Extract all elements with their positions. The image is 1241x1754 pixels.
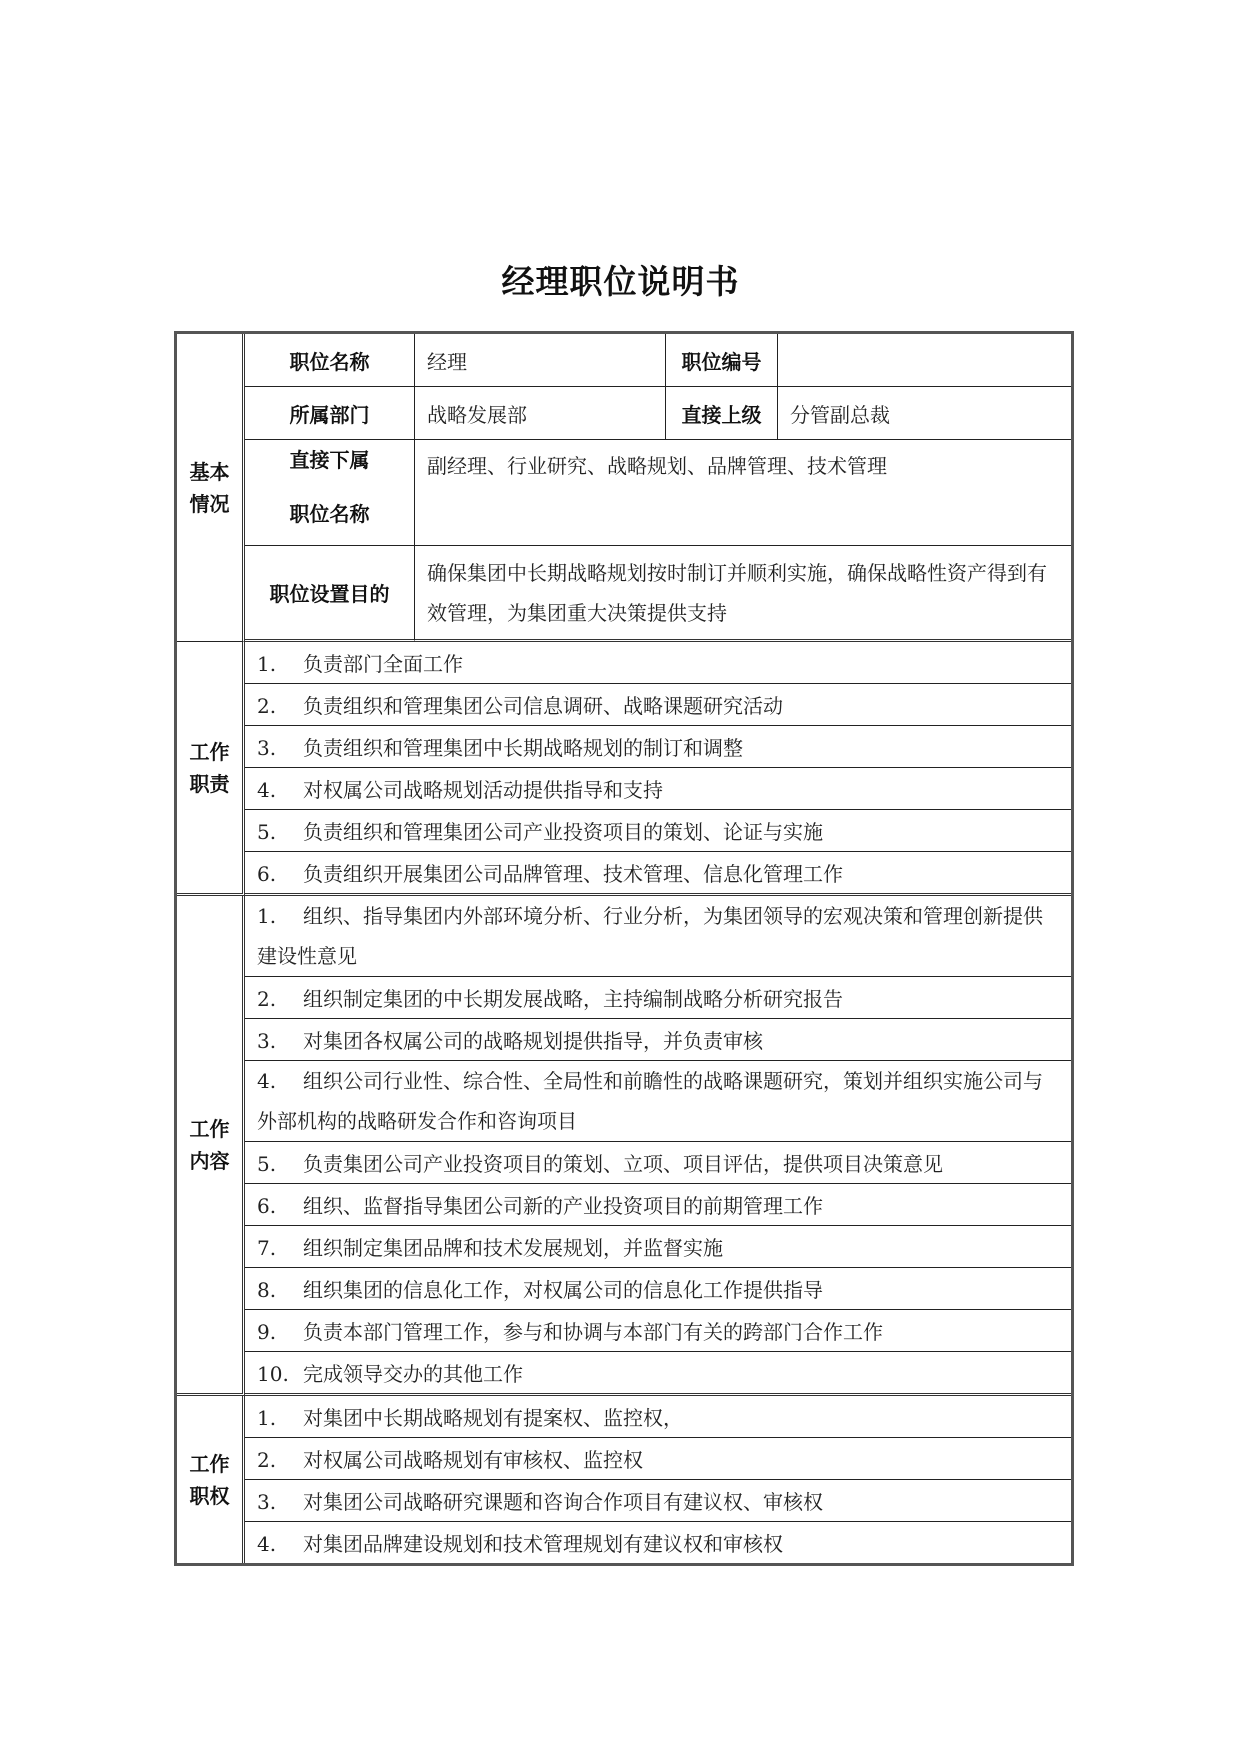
list-item: 7. 组织制定集团品牌和技术发展规划，并监督实施 xyxy=(245,1226,1071,1268)
list-item: 6. 组织、监督指导集团公司新的产业投资项目的前期管理工作 xyxy=(245,1184,1071,1226)
list-item: 2. 组织制定集团的中长期发展战略，主持编制战略分析研究报告 xyxy=(245,977,1071,1019)
subordinates-value: 副经理、行业研究、战略规划、品牌管理、技术管理 xyxy=(415,440,1071,546)
list-item: 6. 负责组织开展集团公司品牌管理、技术管理、信息化管理工作 xyxy=(245,852,1071,896)
department-label: 所属部门 xyxy=(245,387,415,440)
position-code-value xyxy=(778,334,1071,387)
purpose-value: 确保集团中长期战略规划按时制订并顺利实施，确保战略性资产得到有效管理，为集团重大决策提供支持 xyxy=(415,546,1071,642)
list-item: 10. 完成领导交办的其他工作 xyxy=(245,1352,1071,1396)
subordinates-label xyxy=(245,440,415,546)
list-item: 4. 组织公司行业性、综合性、全局性和前瞻性的战略课题研究，策划并组织实施公司与外部机构的战略研发合作和咨询项目 xyxy=(245,1061,1071,1142)
list-item: 3. 负责组织和管理集团中长期战略规划的制订和调整 xyxy=(245,726,1071,768)
position-name-label: 职位名称 xyxy=(245,334,415,387)
list-item: 4. 对集团品牌建设规划和技术管理规划有建议权和审核权 xyxy=(257,1532,783,1556)
direct-superior-label: 直接上级 xyxy=(666,387,778,440)
section-responsibilities-label: 工作 职责 xyxy=(177,642,245,896)
section-authority-label: 工作 职权 xyxy=(177,1396,245,1563)
position-name-value: 经理 xyxy=(415,334,666,387)
position-code-label: 职位编号 xyxy=(666,334,778,387)
list-item: 5. 负责集团公司产业投资项目的策划、立项、项目评估，提供项目决策意见 xyxy=(245,1142,1071,1184)
job-description-table xyxy=(174,331,1074,1566)
subordinates-label-line1: 直接下属 xyxy=(289,448,370,472)
list-item: 9. 负责本部门管理工作，参与和协调与本部门有关的跨部门合作工作 xyxy=(245,1310,1071,1352)
list-item: 1. 组织、指导集团内外部环境分析、行业分析，为集团领导的宏观决策和管理创新提供建设性意见 xyxy=(245,896,1071,977)
list-item: 5. 负责组织和管理集团公司产业投资项目的策划、论证与实施 xyxy=(245,810,1071,852)
section-content-label: 工作 内容 xyxy=(177,896,245,1396)
subordinates-label-line2: 职位名称 xyxy=(289,502,370,526)
list-item: 1. 对集团中长期战略规划有提案权、监控权， xyxy=(245,1396,1071,1438)
list-item: 4. 对权属公司战略规划活动提供指导和支持 xyxy=(245,768,1071,810)
list-item: 3. 对集团各权属公司的战略规划提供指导，并负责审核 xyxy=(245,1019,1071,1061)
department-value: 战略发展部 xyxy=(415,387,666,440)
list-item: 3. 对集团公司战略研究课题和咨询合作项目有建议权、审核权 xyxy=(245,1480,1071,1522)
list-item: 2. 负责组织和管理集团公司信息调研、战略课题研究活动 xyxy=(245,684,1071,726)
purpose-label: 职位设置目的 xyxy=(245,546,415,642)
list-item: 8. 组织集团的信息化工作，对权属公司的信息化工作提供指导 xyxy=(245,1268,1071,1310)
direct-superior-value: 分管副总裁 xyxy=(778,387,1071,440)
section-basic-label: 基本 情况 xyxy=(177,334,245,642)
list-item: 2. 对权属公司战略规划有审核权、监控权 xyxy=(245,1438,1071,1480)
page-title: 经理职位说明书 xyxy=(501,262,740,301)
list-item: 1. 负责部门全面工作 xyxy=(245,642,1071,684)
